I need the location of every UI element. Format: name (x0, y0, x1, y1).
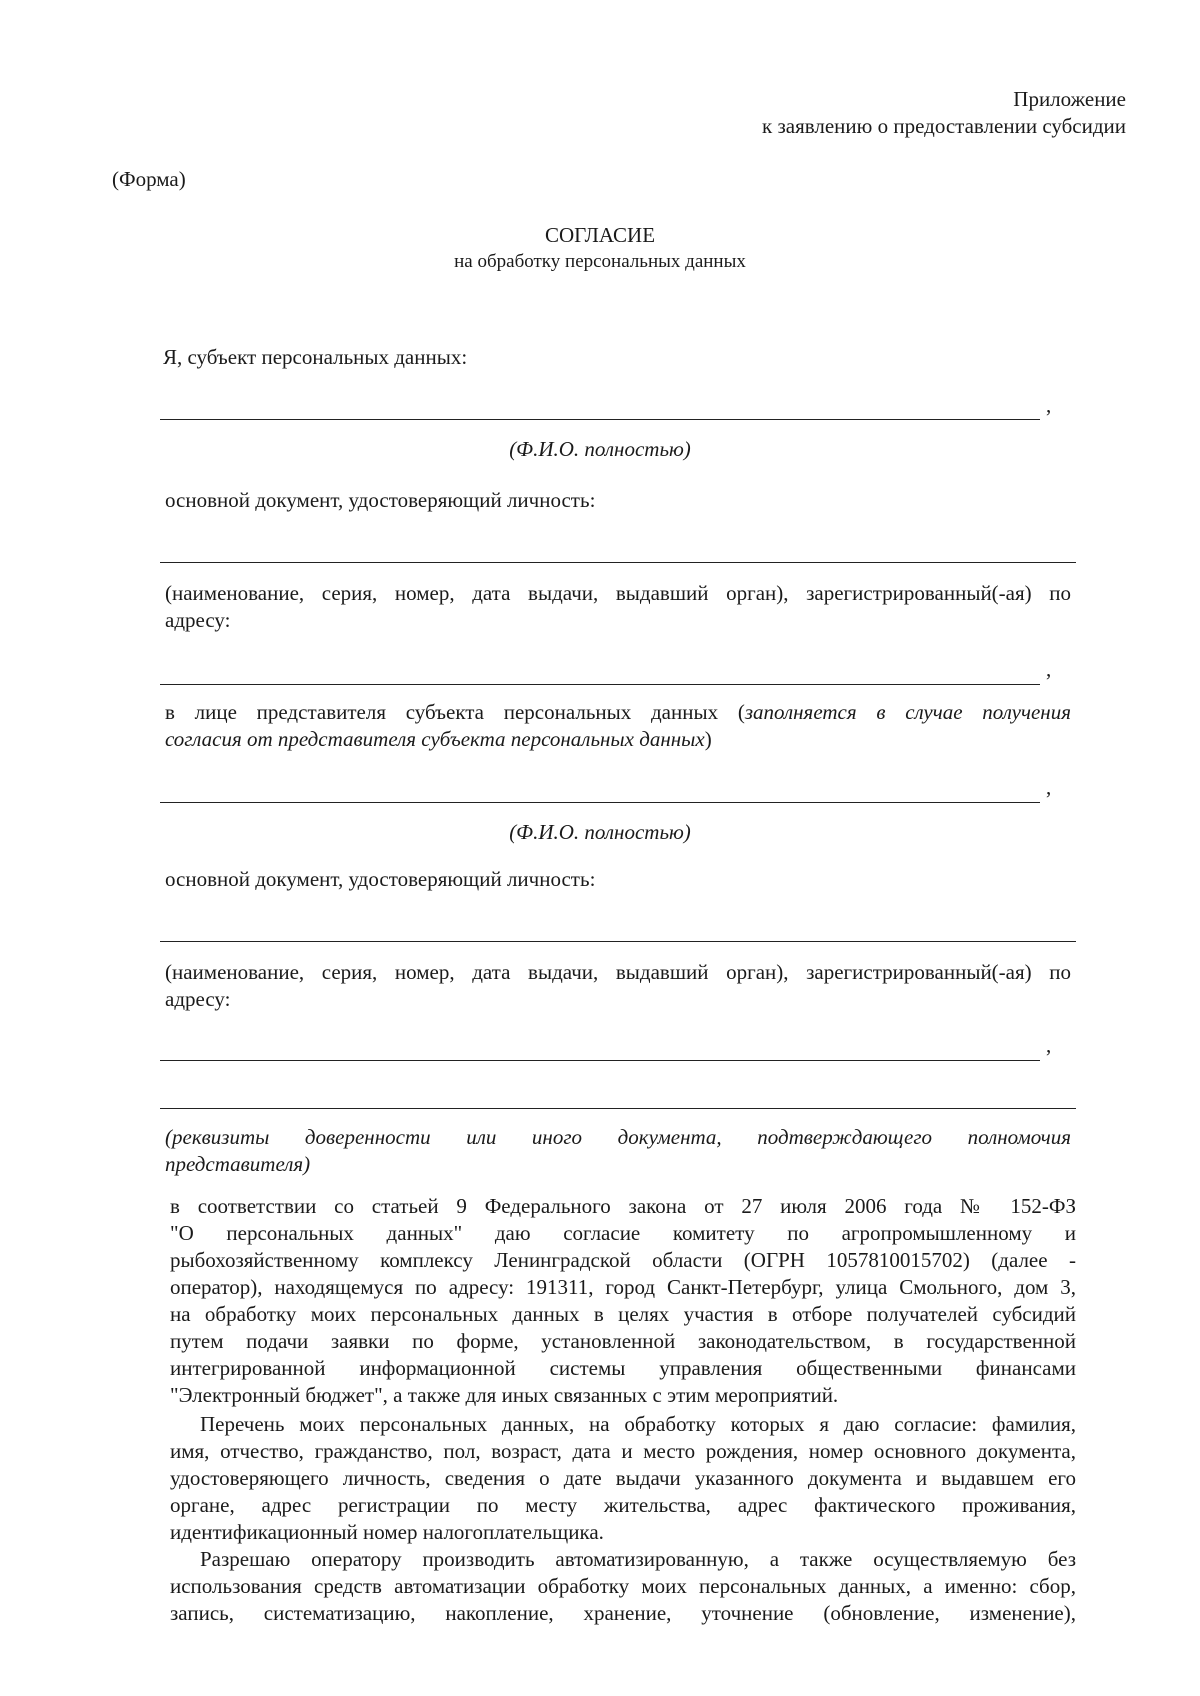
document-title: СОГЛАСИЕ (544, 223, 656, 247)
subject-intro: Я, субъект персональных данных: (163, 345, 468, 369)
subject-doc-caption (165, 580, 1071, 634)
representative-intro-line-1 (165, 699, 1071, 726)
representative-fio-caption: (Ф.И.О. полностью) (509, 820, 691, 844)
p2-line-3: удостоверяющего личность, сведения о дате выдачи указанного документа и выдавшем его (170, 1466, 1076, 1490)
consent-paragraph-1 (170, 1193, 1076, 1409)
representative-intro-note-2: согласия от представителя субъекта персональных данных (165, 727, 705, 751)
appendix-header (762, 86, 1126, 140)
p2-line-1: Перечень моих персональных данных, на обработку которых я даю согласие: фамилия, (200, 1412, 1076, 1436)
representative-fio-field[interactable] (160, 802, 1040, 803)
p1-line-6: путем подачи заявки по форме, установленной законодательством, в государственной (170, 1329, 1076, 1353)
representative-intro-line-2 (165, 726, 1071, 753)
p1-line-3: рыбохозяйственному комплексу Ленинградской области (ОГРН 1057810015702) (далее - (170, 1248, 1076, 1272)
comma-mark: , (1046, 775, 1052, 799)
subject-doc-field[interactable] (160, 562, 1076, 563)
representative-intro-text: в лице представителя субъекта персональных данных ( (165, 700, 745, 724)
representative-intro (165, 699, 1071, 753)
subject-fio-field[interactable] (160, 419, 1040, 420)
consent-paragraph-2 (170, 1411, 1076, 1546)
p2-line-5: идентификационный номер налогоплательщика. (170, 1520, 604, 1544)
appendix-line-2: к заявлению о предоставлении субсидии (762, 114, 1126, 138)
comma-mark: , (1046, 657, 1052, 681)
representative-power-field[interactable] (160, 1108, 1076, 1109)
representative-doc-field[interactable] (160, 941, 1076, 942)
p1-line-2: "О персональных данных" даю согласие комитету по агропромышленному и (170, 1221, 1076, 1245)
p3-line-2: использования средств автоматизации обработку моих персональных данных, а именно: сбор, (170, 1574, 1076, 1598)
p1-line-5: на обработку моих персональных данных в целях участия в отборе получателей субсидий (170, 1302, 1076, 1326)
p2-line-2: имя, отчество, гражданство, пол, возраст, дата и место рождения, номер основного документа, (170, 1439, 1076, 1463)
appendix-line-1: Приложение (1013, 87, 1126, 111)
p2-line-4: органе, адрес регистрации по месту жительства, адрес фактического проживания, (170, 1493, 1076, 1517)
consent-paragraph-3 (170, 1546, 1076, 1627)
document-subtitle: на обработку персональных данных (454, 251, 746, 272)
p1-line-7: интегрированной информационной системы управления общественными финансами (170, 1356, 1076, 1380)
p1-line-1: в соответствии со статьей 9 Федерального закона от 27 июля 2006 года № 152-ФЗ (170, 1194, 1076, 1218)
subject-fio-caption: (Ф.И.О. полностью) (509, 437, 691, 461)
representative-intro-note: заполняется в случае получения (744, 700, 1071, 724)
representative-power-caption-line-1: (реквизиты доверенности или иного документа, подтверждающего полномочия (165, 1125, 1071, 1149)
representative-doc-caption-line-2: адресу: (165, 987, 231, 1011)
subject-doc-caption-line-1: (наименование, серия, номер, дата выдачи, выдавший орган), зарегистрированный(-ая) по (165, 581, 1071, 605)
representative-intro-tail: ) (704, 727, 712, 751)
representative-doc-caption-line-1: (наименование, серия, номер, дата выдачи, выдавший орган), зарегистрированный(-ая) по (165, 960, 1071, 984)
representative-power-caption (165, 1124, 1071, 1178)
p3-line-1: Разрешаю оператору производить автоматизированную, а также осуществляемую без (200, 1547, 1076, 1571)
p1-line-4: оператор), находящемуся по адресу: 191311, город Санкт-Петербург, улица Смольного, дом 3, (170, 1275, 1076, 1299)
subject-doc-caption-line-2: адресу: (165, 608, 231, 632)
form-label: (Форма) (112, 167, 186, 191)
comma-mark: , (1046, 1033, 1052, 1057)
subject-address-field[interactable] (160, 684, 1040, 685)
representative-doc-label: основной документ, удостоверяющий личность: (165, 867, 596, 891)
representative-doc-caption (165, 959, 1071, 1013)
representative-power-caption-line-2: представителя) (165, 1152, 311, 1176)
comma-mark: , (1046, 393, 1052, 417)
subject-doc-label: основной документ, удостоверяющий личность: (165, 488, 596, 512)
p1-line-8: "Электронный бюджет", а также для иных связанных с этим мероприятий. (170, 1383, 839, 1407)
p3-line-3: запись, систематизацию, накопление, хранение, уточнение (обновление, изменение), (170, 1601, 1076, 1625)
representative-address-field[interactable] (160, 1060, 1040, 1061)
